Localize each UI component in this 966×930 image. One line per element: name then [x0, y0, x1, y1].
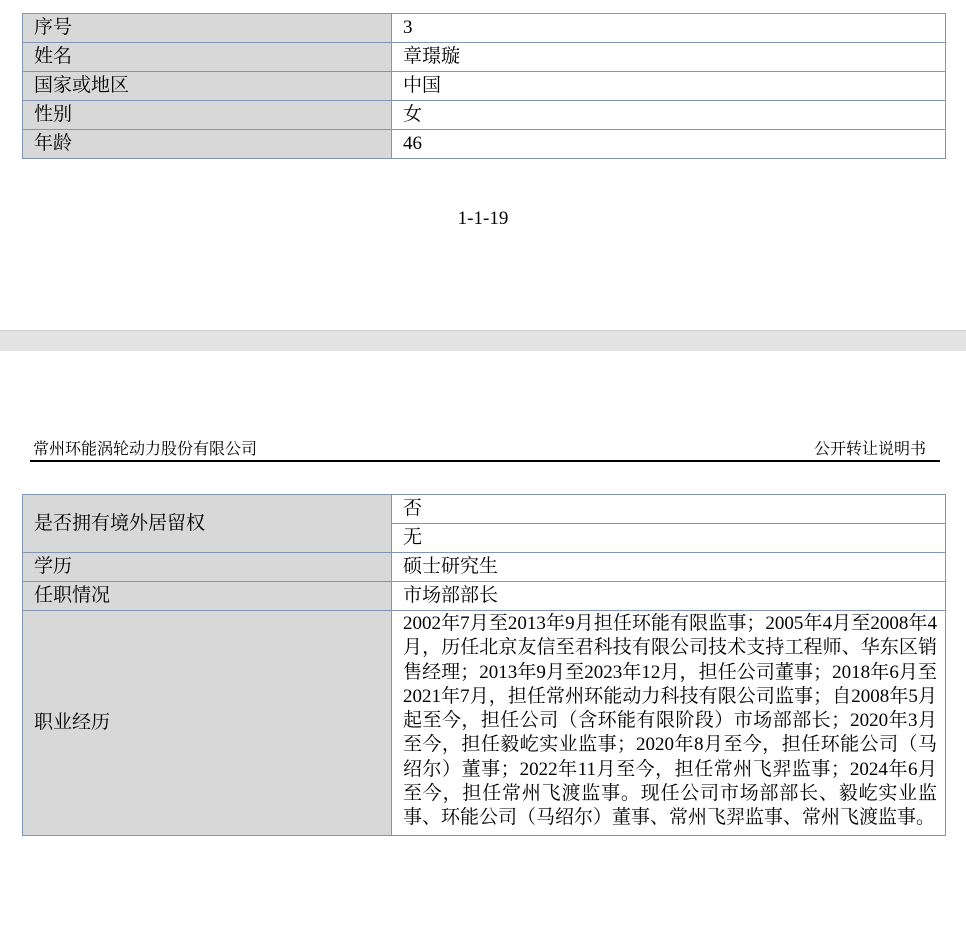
table-row: [23, 130, 946, 159]
residency-label: 是否拥有境外居留权: [23, 495, 392, 553]
table-row: [23, 14, 946, 43]
position-value: 市场部部长: [392, 582, 946, 611]
row-value: 3: [392, 14, 946, 43]
position-label: 任职情况: [23, 582, 392, 611]
education-value: 硕士研究生: [392, 553, 946, 582]
row-value: 女: [392, 101, 946, 130]
header-company-name: 常州环能涡轮动力股份有限公司: [33, 439, 258, 458]
row-label: 序号: [23, 14, 392, 43]
row-label: 性别: [23, 101, 392, 130]
education-label: 学历: [23, 553, 392, 582]
table-row: [23, 553, 946, 582]
career-label: 职业经历: [23, 611, 392, 836]
table-row: [23, 101, 946, 130]
row-value: 中国: [392, 72, 946, 101]
page-number: 1-1-19: [457, 208, 509, 229]
row-value: 章璟璇: [392, 43, 946, 72]
page-break-divider: [0, 330, 966, 351]
career-value: 2002年7月至2013年9月担任环能有限监事；2005年4月至2008年4月，历任北京友信至君科技有限公司技术支持工程师、华东区销售经理；2013年9月至2023年12月，担任公司董事；2018年6月至2021年7月，担任常州环能动力科技有限公司监事；自2008年5月起至今，担任公司（含环能有限阶段）市场部部长；2020年3月至今，担任毅屹实业监事；2020年8月至今，担任环能公司（马绍尔）董事；2022年11月至今，担任常州飞羿监事；2024年6月至今，担任常州飞渡监事。现任公司市场部部长、毅屹实业监事、环能公司（马绍尔）董事、常州飞羿监事、常州飞渡监事。: [392, 611, 946, 836]
career-info-table: [22, 494, 946, 836]
residency-value: 无: [392, 524, 946, 553]
row-label: 年龄: [23, 130, 392, 159]
row-value: 46: [392, 130, 946, 159]
header-document-title: 公开转让说明书: [813, 439, 926, 458]
header-rule: [30, 460, 940, 462]
personal-info-table: [22, 13, 946, 159]
table-row: [23, 72, 946, 101]
row-label: 国家或地区: [23, 72, 392, 101]
residency-value: 否: [392, 495, 946, 524]
row-label: 姓名: [23, 43, 392, 72]
table-row: [23, 43, 946, 72]
table-row: [23, 611, 946, 836]
table-row: [23, 582, 946, 611]
table-row: [23, 495, 946, 524]
